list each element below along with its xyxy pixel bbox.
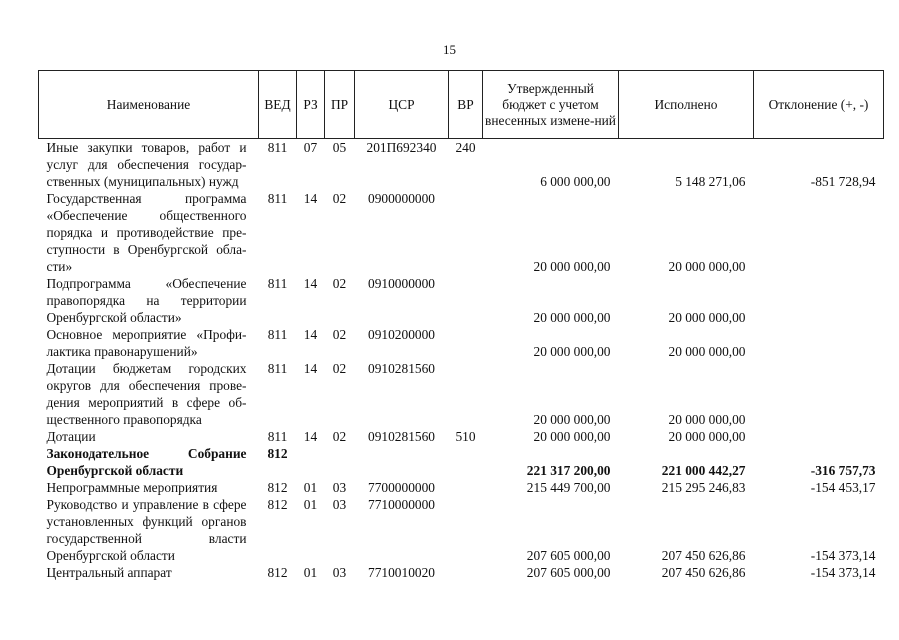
row-pr: 02 bbox=[332, 361, 347, 376]
table-row bbox=[39, 445, 884, 479]
column-header-rz: РЗ bbox=[297, 71, 325, 139]
table-row bbox=[39, 326, 884, 360]
row-csr: 0900000000 bbox=[368, 191, 435, 206]
row-approved: 6 000 000,00 bbox=[540, 174, 611, 189]
row-approved: 221 317 200,00 bbox=[526, 463, 611, 478]
row-executed: 221 000 442,27 bbox=[661, 463, 746, 478]
row-vr: 240 bbox=[455, 140, 476, 155]
row-pr: 02 bbox=[332, 327, 347, 342]
row-rz bbox=[297, 445, 325, 479]
row-name: Иные закупки товаров, работ и услуг для обеспечения государ-ственных (муниципальных) нужд bbox=[46, 140, 247, 189]
row-name: Законодательное Собрание Оренбургской области bbox=[46, 446, 247, 478]
page-number: 15 bbox=[443, 42, 456, 57]
row-pr: 05 bbox=[332, 140, 347, 155]
column-header-csr: ЦСР bbox=[355, 71, 449, 139]
row-approved: 20 000 000,00 bbox=[533, 429, 611, 444]
row-name: Руководство и управление в сфере установленных функций органов государственной власти Оренбургской области bbox=[46, 497, 247, 563]
row-vr: 510 bbox=[455, 429, 476, 444]
row-csr: 7710000000 bbox=[368, 497, 435, 512]
column-header-approved: Утвержденный бюджет с учетом внесенных измене-ний bbox=[483, 71, 619, 139]
row-executed: 5 148 271,06 bbox=[675, 174, 746, 189]
row-ved: 811 bbox=[267, 140, 288, 155]
column-header-ved: ВЕД bbox=[259, 71, 297, 139]
row-ved: 811 bbox=[267, 191, 288, 206]
row-ved: 812 bbox=[267, 497, 288, 512]
row-executed: 20 000 000,00 bbox=[668, 259, 746, 274]
row-ved: 812 bbox=[267, 565, 288, 580]
row-deviation: -154 373,14 bbox=[810, 565, 876, 580]
row-vr bbox=[449, 275, 483, 326]
row-executed: 207 450 626,86 bbox=[661, 548, 746, 563]
row-rz: 14 bbox=[303, 361, 318, 376]
budget-table bbox=[38, 70, 884, 581]
table-row bbox=[39, 190, 884, 275]
row-ved: 812 bbox=[267, 480, 288, 495]
column-header-executed: Исполнено bbox=[619, 71, 754, 139]
row-deviation bbox=[754, 190, 884, 275]
table-row bbox=[39, 564, 884, 581]
row-pr: 03 bbox=[332, 497, 347, 512]
row-deviation: -154 453,17 bbox=[810, 480, 876, 495]
row-rz: 01 bbox=[303, 480, 318, 495]
row-rz: 14 bbox=[303, 429, 318, 444]
row-name: Основное мероприятие «Профи-лактика правонарушений» bbox=[46, 327, 247, 359]
row-approved: 20 000 000,00 bbox=[533, 344, 611, 359]
row-deviation: -851 728,94 bbox=[810, 174, 876, 189]
row-deviation bbox=[754, 326, 884, 360]
row-csr: 201П692340 bbox=[366, 140, 437, 155]
table-header-row bbox=[39, 71, 884, 139]
row-approved: 215 449 700,00 bbox=[526, 480, 611, 495]
row-name: Центральный аппарат bbox=[46, 565, 172, 580]
row-pr: 03 bbox=[332, 480, 347, 495]
row-executed: 207 450 626,86 bbox=[661, 565, 746, 580]
row-name: Дотации bbox=[46, 429, 96, 444]
table-row bbox=[39, 360, 884, 428]
row-pr bbox=[325, 445, 355, 479]
row-ved: 811 bbox=[267, 429, 288, 444]
row-deviation: -316 757,73 bbox=[810, 463, 876, 478]
table-row bbox=[39, 496, 884, 564]
row-pr: 02 bbox=[332, 191, 347, 206]
table-row bbox=[39, 479, 884, 496]
row-rz: 07 bbox=[303, 140, 318, 155]
row-approved: 20 000 000,00 bbox=[533, 259, 611, 274]
column-header-deviation: Отклонение (+, -) bbox=[754, 71, 884, 139]
row-ved: 811 bbox=[267, 276, 288, 291]
row-name: Дотации бюджетам городских округов для обеспечения прове-дения мероприятий в сфере об-щественного правопорядка bbox=[46, 361, 247, 427]
row-pr: 02 bbox=[332, 429, 347, 444]
row-ved: 811 bbox=[267, 327, 288, 342]
row-csr: 0910281560 bbox=[368, 429, 435, 444]
row-pr: 03 bbox=[332, 565, 347, 580]
row-vr bbox=[449, 479, 483, 496]
table-row bbox=[39, 275, 884, 326]
row-deviation bbox=[754, 360, 884, 428]
row-name: Непрограммные мероприятия bbox=[46, 480, 218, 495]
row-approved: 207 605 000,00 bbox=[526, 565, 611, 580]
column-header-pr: ПР bbox=[325, 71, 355, 139]
row-vr bbox=[449, 496, 483, 564]
row-csr: 7700000000 bbox=[368, 480, 435, 495]
row-rz: 14 bbox=[303, 191, 318, 206]
row-name: Государственная программа «Обеспечение общественного порядка и противодействие пре-ступности в Оренбургской обла-сти» bbox=[46, 191, 247, 274]
row-executed: 20 000 000,00 bbox=[668, 344, 746, 359]
row-approved: 20 000 000,00 bbox=[533, 412, 611, 427]
row-deviation bbox=[754, 275, 884, 326]
column-header-vr: ВР bbox=[449, 71, 483, 139]
row-deviation bbox=[754, 428, 884, 445]
column-header-name: Наименование bbox=[39, 71, 259, 139]
row-executed: 20 000 000,00 bbox=[668, 310, 746, 325]
row-rz: 01 bbox=[303, 497, 318, 512]
row-deviation: -154 373,14 bbox=[810, 548, 876, 563]
table-row bbox=[39, 428, 884, 445]
row-vr bbox=[449, 190, 483, 275]
row-csr: 0910281560 bbox=[368, 361, 435, 376]
row-approved: 20 000 000,00 bbox=[533, 310, 611, 325]
table-row bbox=[39, 139, 884, 191]
row-pr: 02 bbox=[332, 276, 347, 291]
row-csr: 0910000000 bbox=[368, 276, 435, 291]
row-rz: 14 bbox=[303, 276, 318, 291]
row-vr bbox=[449, 564, 483, 581]
row-vr bbox=[449, 445, 483, 479]
row-csr: 0910200000 bbox=[368, 327, 435, 342]
row-csr: 7710010020 bbox=[368, 565, 435, 580]
row-ved: 811 bbox=[267, 361, 288, 376]
row-rz: 01 bbox=[303, 565, 318, 580]
row-ved: 812 bbox=[267, 446, 288, 461]
row-name: Подпрограмма «Обеспечение правопорядка на территории Оренбургской области» bbox=[46, 276, 247, 325]
row-executed: 20 000 000,00 bbox=[668, 429, 746, 444]
row-csr bbox=[355, 445, 449, 479]
row-vr bbox=[449, 360, 483, 428]
row-rz: 14 bbox=[303, 327, 318, 342]
row-executed: 20 000 000,00 bbox=[668, 412, 746, 427]
row-vr bbox=[449, 326, 483, 360]
row-executed: 215 295 246,83 bbox=[661, 480, 746, 495]
row-approved: 207 605 000,00 bbox=[526, 548, 611, 563]
